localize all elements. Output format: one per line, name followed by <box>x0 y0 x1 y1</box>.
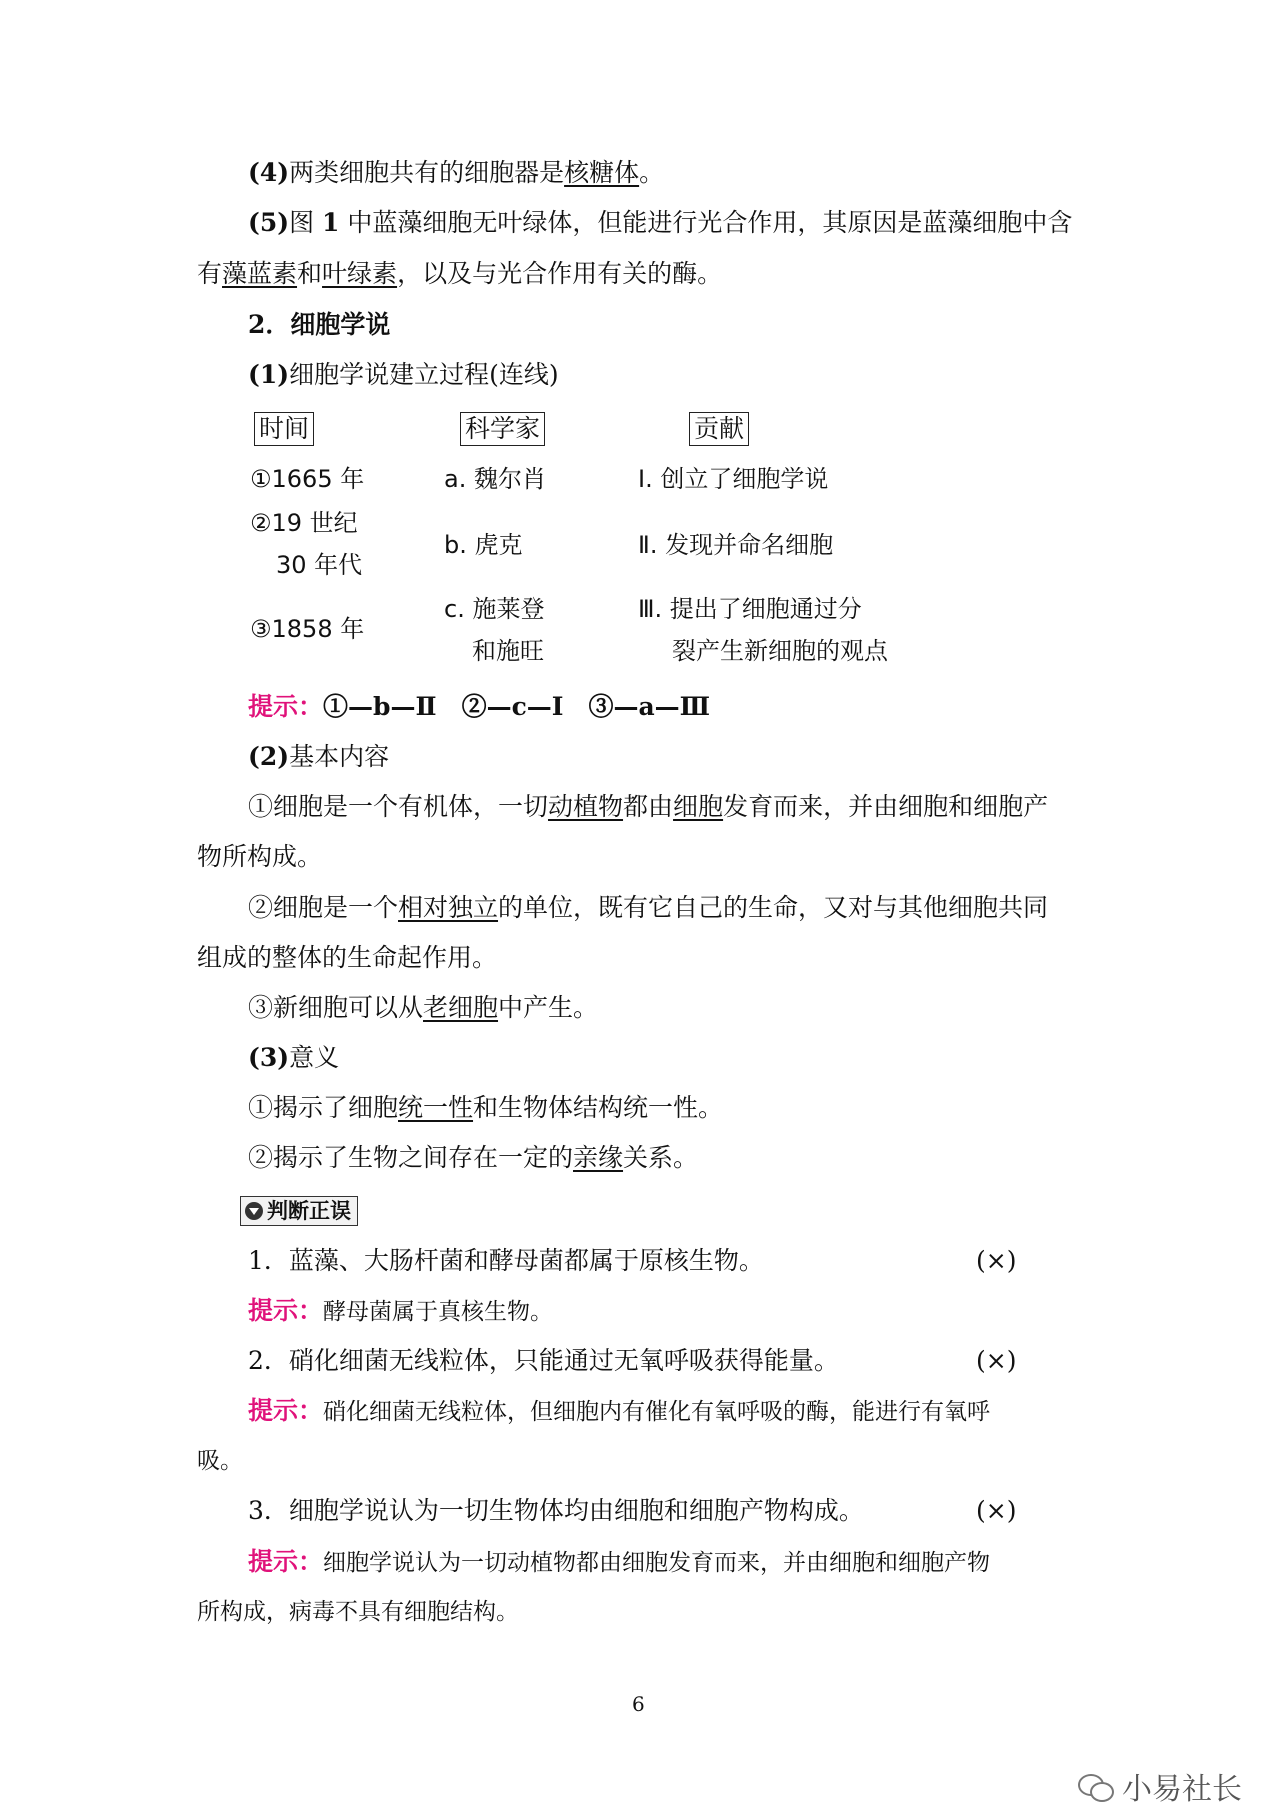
judge-verdict-1: (×) <box>976 1246 1017 1275</box>
basic-1-line1: ①细胞是一个有机体，一切动植物都由细胞发育而来，并由细胞和细胞产 <box>248 792 1049 821</box>
subsection-1-heading: (1)细胞学说建立过程(连线) <box>248 360 559 389</box>
item-5-line2: 有藻蓝素和叶绿素，以及与光合作用有关的酶。 <box>197 259 723 288</box>
judge-verdict-2: (×) <box>976 1346 1017 1375</box>
page-number: 6 <box>632 1692 645 1716</box>
judge-hint-1: 提示：酵母菌属于真核生物。 <box>248 1296 554 1325</box>
basic-2-line1: ②细胞是一个相对独立的单位，既有它自己的生命，又对与其他细胞共同 <box>248 893 1049 922</box>
judge-question-3: 3．细胞学说认为一切生物体均由细胞和细胞产物构成。 <box>248 1496 864 1525</box>
judge-section-tag: 判断正误 <box>240 1196 358 1226</box>
meaning-1: ①揭示了细胞统一性和生物体结构统一性。 <box>248 1093 724 1122</box>
item-5-line1: (5)图 1 中蓝藻细胞无叶绿体，但能进行光合作用，其原因是蓝藻细胞中含 <box>248 208 1073 237</box>
table-header-time: 时间 <box>254 412 314 446</box>
subsection-3-heading: (3)意义 <box>248 1043 340 1072</box>
time-2b: 30 年代 <box>276 551 363 579</box>
watermark: 小易社长 <box>1078 1764 1242 1808</box>
contribution-3b: 裂产生新细胞的观点 <box>672 637 888 665</box>
contribution-3a: Ⅲ. 提出了细胞通过分 <box>638 595 862 623</box>
judge-verdict-3: (×) <box>976 1496 1017 1525</box>
basic-2-line2: 组成的整体的生命起作用。 <box>197 943 498 972</box>
hint-match: 提示：①—b—Ⅱ ②—c—Ⅰ ③—a—Ⅲ <box>248 692 711 721</box>
meaning-2: ②揭示了生物之间存在一定的亲缘关系。 <box>248 1143 699 1172</box>
wechat-icon <box>1078 1772 1114 1800</box>
item-4: (4)两类细胞共有的细胞器是核糖体。 <box>248 158 665 187</box>
basic-3: ③新细胞可以从老细胞中产生。 <box>248 993 599 1022</box>
judge-hint-3-line2: 所构成，病毒不具有细胞结构。 <box>197 1599 519 1625</box>
chevron-down-icon <box>245 1202 263 1220</box>
scientist-b: b. 虎克 <box>444 531 523 559</box>
judge-hint-3-line1: 提示：细胞学说认为一切动植物都由细胞发育而来，并由细胞和细胞产物 <box>248 1547 991 1576</box>
scientist-a: a. 魏尔肖 <box>444 465 546 493</box>
basic-1-line2: 物所构成。 <box>197 842 323 871</box>
subsection-2-heading: (2)基本内容 <box>248 742 390 771</box>
table-header-contribution: 贡献 <box>689 412 749 446</box>
section-2-heading: 2．细胞学说 <box>248 310 391 339</box>
time-1: ①1665 年 <box>250 465 365 493</box>
contribution-1: Ⅰ. 创立了细胞学说 <box>638 465 829 493</box>
scientist-c1: c. 施莱登 <box>444 595 545 623</box>
judge-question-2: 2．硝化细菌无线粒体，只能通过无氧呼吸获得能量。 <box>248 1346 839 1375</box>
time-2a: ②19 世纪 <box>250 509 358 537</box>
judge-question-1: 1．蓝藻、大肠杆菌和酵母菌都属于原核生物。 <box>248 1246 764 1275</box>
table-header-scientist: 科学家 <box>460 412 545 446</box>
judge-hint-2-line1: 提示：硝化细菌无线粒体，但细胞内有催化有氧呼吸的酶，能进行有氧呼 <box>248 1396 991 1425</box>
scientist-c2: 和施旺 <box>472 637 544 665</box>
judge-hint-2-line2: 吸。 <box>197 1448 243 1474</box>
time-3: ③1858 年 <box>250 615 365 643</box>
contribution-2: Ⅱ. 发现并命名细胞 <box>638 531 834 559</box>
